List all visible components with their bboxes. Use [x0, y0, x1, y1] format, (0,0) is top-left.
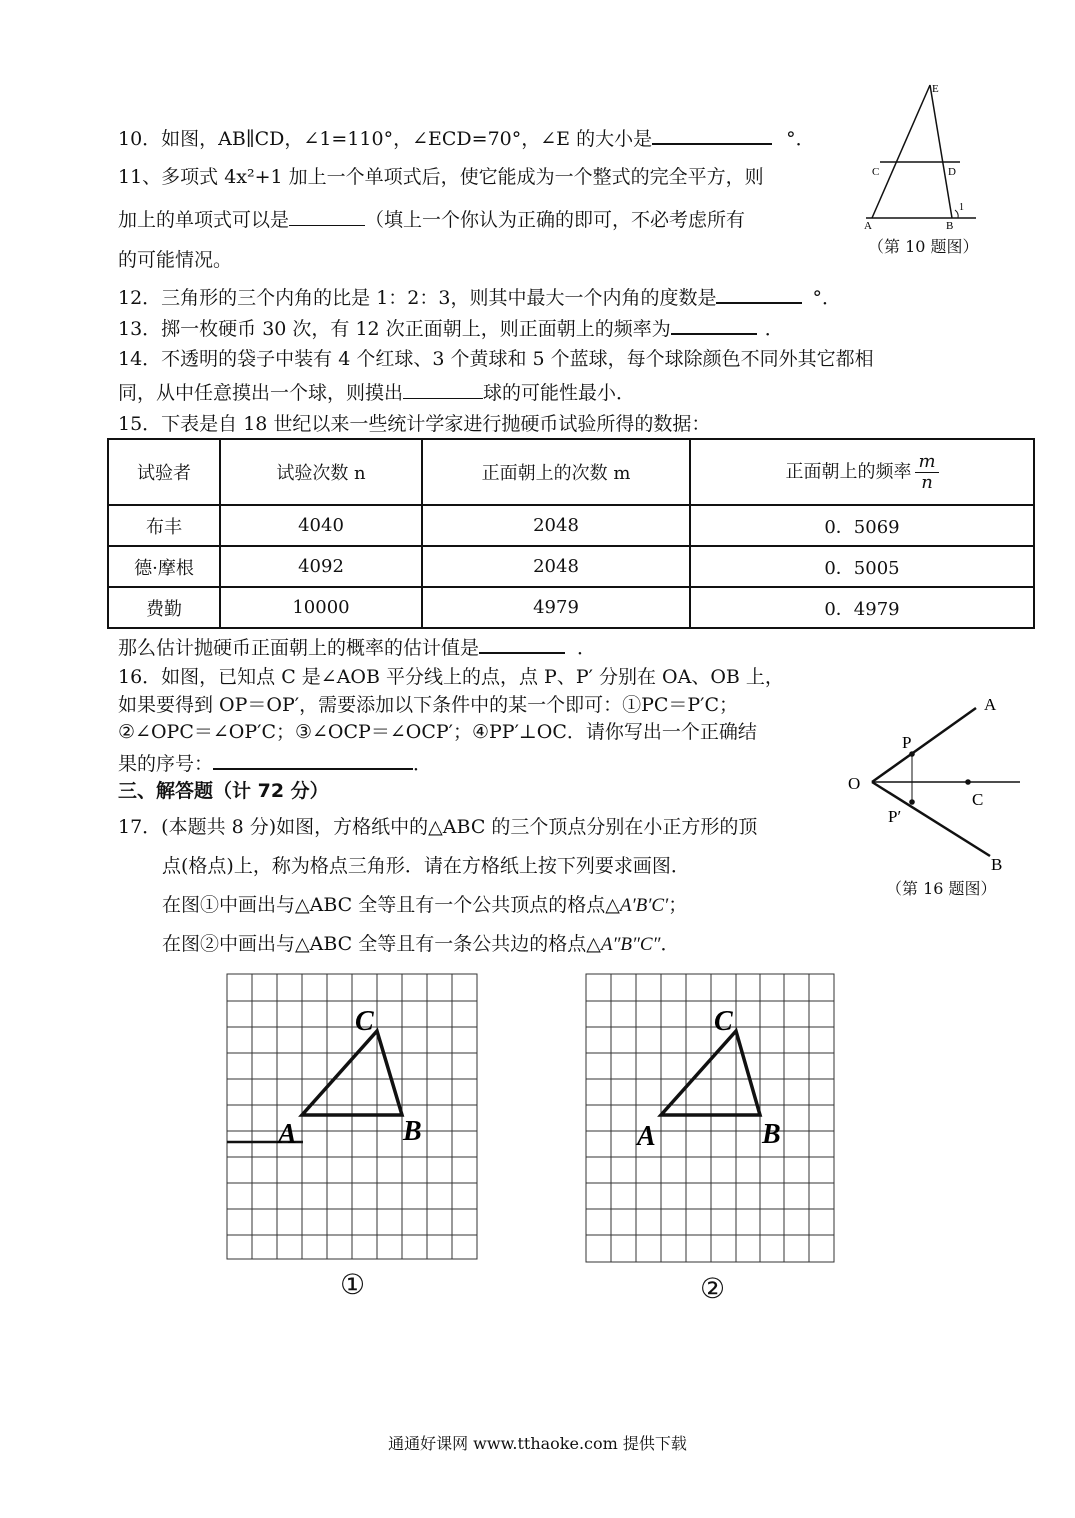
fig10-label-c: C	[872, 166, 880, 178]
figure-10	[858, 80, 988, 230]
fig10-label-b: B	[946, 220, 954, 230]
figure-16	[840, 690, 1020, 870]
q11-line1: 11、多项式 4x²+1 加上一个单项式后，使它能成为一个整式的完全平方，则	[118, 166, 764, 188]
table-cell: 4040	[220, 505, 422, 546]
q12-text	[118, 282, 841, 311]
coin-toss-table	[107, 438, 1035, 629]
table-header-row	[108, 439, 1034, 505]
q14-line1: 14．不透明的袋子中装有 4 个红球、3 个黄球和 5 个蓝球，每个球除颜色不同外其它都相	[118, 348, 874, 370]
q11-line2a: 加上的单项式可以是	[118, 209, 290, 231]
table-cell: 0．5005	[690, 546, 1034, 587]
q16-line2: 如果要得到 OP＝OP′，需要添加以下条件中的某一个即可：①PC＝P′C；	[118, 694, 739, 716]
q15-intro: 15．下表是自 18 世纪以来一些统计学家进行抛硬币试验所得的数据：	[118, 413, 711, 435]
q17-line3	[162, 892, 687, 919]
fig16-label-p: P	[902, 733, 912, 752]
footer: 通通好课网 www.tthaoke.com 提供下载	[388, 1434, 687, 1453]
table-cell: 0．4979	[690, 587, 1034, 628]
q16-line4a: 果的序号：	[118, 753, 214, 775]
q13-text	[118, 313, 784, 342]
table-cell: 2048	[422, 505, 690, 546]
grid-1-label: ①	[340, 1268, 366, 1301]
table-cell: 德·摩根	[108, 546, 220, 587]
fig16-label-c: C	[972, 790, 984, 809]
q17-line4a: 在图②中画出与△ABC 全等且有一条公共边的格点△	[162, 933, 601, 955]
q14-answer-blank[interactable]	[403, 378, 483, 399]
q12-answer-blank[interactable]	[716, 282, 802, 304]
q14-line2b: 球的可能性最小．	[483, 382, 636, 404]
table-row	[108, 587, 1034, 628]
q11-line2	[118, 205, 745, 233]
grid2-label-a: A	[637, 1121, 656, 1152]
fig16-label-a: A	[984, 695, 997, 714]
figure-16-caption: （第 16 题图）	[886, 879, 997, 898]
grid-2-label: ②	[700, 1272, 726, 1305]
fig10-label-d: D	[948, 166, 956, 178]
header-heads: 正面朝上的次数 m	[422, 439, 690, 505]
q17-line3a: 在图①中画出与△ABC 全等且有一个公共顶点的格点△	[162, 894, 620, 916]
q10-stem: 10．如图，AB∥CD，∠1=110°，∠ECD=70°，∠E 的大小是	[118, 128, 653, 150]
grid1-label-c: C	[355, 1006, 374, 1037]
fig16-label-o: O	[848, 774, 861, 793]
table-cell: 2048	[422, 546, 690, 587]
q13-suffix: ．	[764, 318, 784, 340]
q14-line2	[118, 378, 635, 406]
q16-line1: 16．如图，已知点 C 是∠AOB 平分线上的点，点 P、P′ 分别在 OA、OB 上，	[118, 666, 784, 688]
header-frequency-label: 正面朝上的频率	[785, 461, 912, 482]
q17-line4c: ．	[660, 933, 680, 955]
q17-line3b: A′B′C′	[619, 895, 669, 916]
table-cell: 10000	[220, 587, 422, 628]
grid-figure-2	[584, 972, 844, 1267]
grid2-label-c: C	[714, 1006, 733, 1037]
fraction-denominator: n	[921, 471, 933, 493]
q10-text	[118, 123, 815, 152]
q15-after	[118, 632, 596, 661]
q12-suffix: °．	[812, 287, 841, 309]
q14-line2a: 同，从中任意摸出一个球，则摸出	[118, 382, 404, 404]
q15-after-stem: 那么估计抛硬币正面朝上的概率的估计值是	[118, 637, 480, 659]
q16-line3: ②∠OPC＝∠OP′C；③∠OCP＝∠OCP′；④PP′⊥OC．请你写出一个正确结	[118, 721, 757, 743]
table-cell: 费勤	[108, 587, 220, 628]
q17-line4	[162, 931, 680, 958]
fig10-label-e: E	[932, 83, 939, 95]
fraction-numerator: m	[915, 452, 938, 473]
fig10-label-a: A	[864, 220, 872, 230]
q15-answer-blank[interactable]	[479, 632, 565, 654]
header-frequency	[690, 439, 1034, 505]
grid1-label-b: B	[403, 1116, 422, 1147]
fig16-label-b: B	[991, 855, 1003, 870]
q13-stem: 13．掷一枚硬币 30 次，有 12 次正面朝上，则正面朝上的频率为	[118, 318, 671, 340]
q17-line4b: A″B″C″	[600, 934, 661, 955]
table-cell: 0．5069	[690, 505, 1034, 546]
grid-figure-1	[225, 972, 485, 1262]
table-cell: 4979	[422, 587, 690, 628]
fig16-label-pp: P′	[888, 807, 902, 826]
q16-answer-blank[interactable]	[213, 748, 413, 770]
q16-line4b: ．	[413, 753, 433, 775]
header-experimenter: 试验者	[108, 439, 220, 505]
grid2-label-b: B	[762, 1119, 781, 1150]
figure-10-caption: （第 10 题图）	[868, 237, 979, 256]
table-row	[108, 505, 1034, 546]
q16-line4	[118, 748, 432, 777]
q10-suffix: °．	[786, 128, 815, 150]
q11-line2b: （填上一个你认为正确的即可，不必考虑所有	[365, 209, 746, 231]
q11-answer-blank[interactable]	[289, 205, 365, 226]
q17-line3c: ；	[668, 894, 688, 916]
header-trials: 试验次数 n	[220, 439, 422, 505]
table-row	[108, 546, 1034, 587]
frequency-fraction	[915, 452, 938, 493]
section-heading: 三、解答题（计 72 分）	[118, 780, 329, 802]
grid1-label-a: A	[278, 1119, 297, 1150]
q12-stem: 12．三角形的三个内角的比是 1：2：3，则其中最大一个内角的度数是	[118, 287, 717, 309]
table-cell: 4092	[220, 546, 422, 587]
q15-after-suffix: ．	[577, 637, 597, 659]
q11-line3: 的可能情况。	[118, 249, 233, 271]
grid-lines	[586, 974, 834, 1262]
q17-line2: 点(格点)上，称为格点三角形．请在方格纸上按下列要求画图．	[162, 855, 690, 877]
q17-line1: 17．(本题共 8 分)如图，方格纸中的△ABC 的三个顶点分别在小正方形的顶	[118, 816, 758, 838]
q10-answer-blank[interactable]	[652, 123, 772, 145]
q13-answer-blank[interactable]	[671, 313, 757, 335]
table-cell: 布丰	[108, 505, 220, 546]
fig10-label-1: 1	[959, 202, 964, 213]
